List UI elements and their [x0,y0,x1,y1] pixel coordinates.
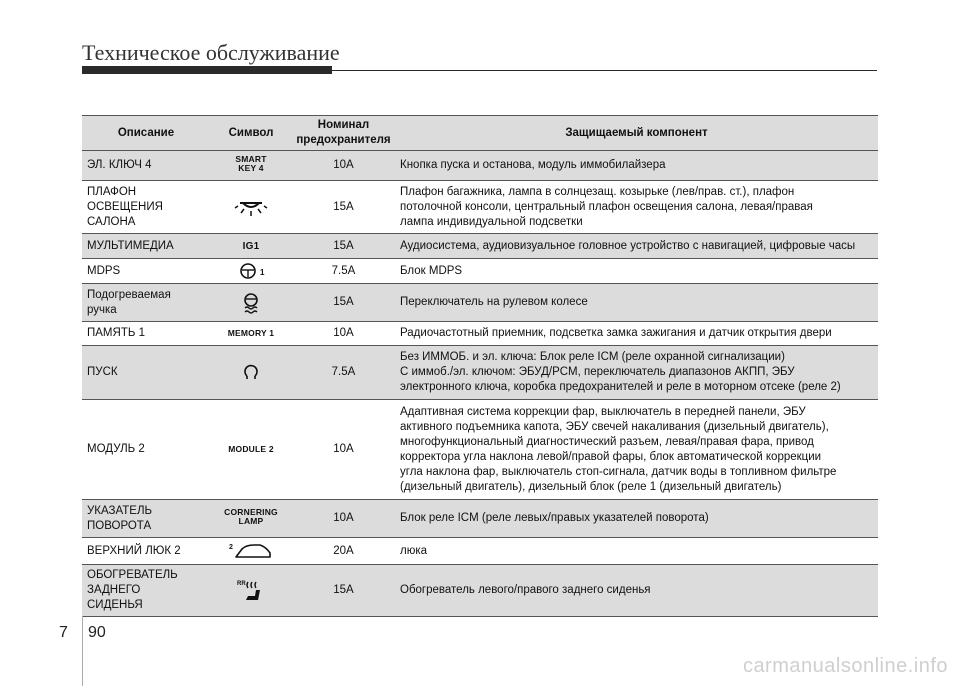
row-component: Блок MDPS [395,259,878,284]
dome-light-icon [234,197,268,217]
row-description: МУЛЬТИМЕДИА [82,234,210,259]
watermark: carmanualsonline.info [742,655,948,677]
heated-steering-icon [240,292,262,314]
table-row [82,322,878,346]
sunroof-index: 2 [229,544,233,551]
row-rating: 15A [292,181,395,234]
table-row [82,181,878,234]
row-component: Кнопка пуска и останова, модуль иммобилайзера [395,151,878,181]
fuse-symbol-label: MEMORY 1 [227,328,275,338]
fuse-symbol-label: CORNERING LAMP [224,507,278,526]
row-component: Радиочастотный приемник, подсветка замка зажигания и датчик открытия двери [395,322,878,346]
table-row [82,400,878,500]
steering-wheel-icon [236,262,266,280]
row-description: Подогреваемая ручка [82,284,210,322]
row-rating: 15A [292,565,395,617]
table-row [82,346,878,400]
row-component: Без ИММОБ. и эл. ключа: Блок реле ICM (реле охранной сигнализации) С иммоб./эл. ключом: ЭБУД/PCM, переключатель диапазонов АКПП, ЭБУ электронного ключа, коробка предохранителей и реле в моторном отсеке (реле 2) [395,346,878,400]
row-description: УКАЗАТЕЛЬ ПОВОРОТА [82,500,210,538]
sunroof-icon [228,541,274,561]
row-component: Аудиосистема, аудиовизуальное головное устройство с навигацией, цифровые часы [395,234,878,259]
rear-seat-heater-icon [236,578,266,604]
row-description: МОДУЛЬ 2 [82,400,210,500]
row-description: ПАМЯТЬ 1 [82,322,210,346]
row-rating: 10A [292,500,395,538]
row-description: ПУСК [82,346,210,400]
steering-wheel-index: 1 [260,268,265,277]
row-description: ЭЛ. КЛЮЧ 4 [82,151,210,181]
footer-rule [82,616,878,617]
col-header-component: Защищаемый компонент [395,116,878,151]
start-icon [242,364,260,380]
page-header-title: Техническое обслуживание [82,40,340,65]
col-header-rating: Номинал предохранителя [292,116,395,151]
table-row [82,234,878,259]
row-component: Переключатель на рулевом колесе [395,284,878,322]
chapter-number: 7 [59,624,68,641]
table-row [82,151,878,181]
row-rating: 15A [292,234,395,259]
row-rating: 7.5A [292,346,395,400]
fuse-symbol-label: SMART KEY 4 [235,154,267,173]
row-description: MDPS [82,259,210,284]
header-rule [332,70,877,71]
fuse-symbol-label: MODULE 2 [228,444,274,454]
header-bar [82,66,332,74]
fuse-table [82,115,878,617]
row-rating: 7.5A [292,259,395,284]
row-component: Адаптивная система коррекции фар, выключатель в передней панели, ЭБУ активного подъемника капота, ЭБУ свечей накаливания (дизельный двигатель), многофункциональный диагностический разъем, левая/правая фара, привод корректора угла наклона левой/правой фары, блок автоматической коррекции угла наклона фар, выключатель стоп-сигнала, датчик воды в топливном фильтре (дизельный двигатель), дизельный блок (реле 1 (дизельный двигатель) [395,400,878,500]
row-description: ПЛАФОН ОСВЕЩЕНИЯ САЛОНА [82,181,210,234]
table-row [82,538,878,565]
col-header-description: Описание [82,116,210,151]
row-rating: 15A [292,284,395,322]
row-description: ВЕРХНИЙ ЛЮК 2 [82,538,210,565]
table-row [82,565,878,617]
row-rating: 20A [292,538,395,565]
row-rating: 10A [292,400,395,500]
table-row [82,284,878,322]
row-component: Плафон багажника, лампа в солнцезащ. козырьке (лев/прав. ст.), плафон потолочной консоли, центральный плафон освещения салона, левая/правая лампа индивидуальной подсветки [395,181,878,234]
row-component: Блок реле ICM (реле левых/правых указателей поворота) [395,500,878,538]
col-header-symbol: Символ [210,116,292,151]
row-rating: 10A [292,322,395,346]
fuse-symbol-label: IG1 [242,240,260,252]
row-component: люка [395,538,878,565]
table-header-row [82,116,878,151]
rear-seat-label: RR [237,580,246,587]
table-row [82,259,878,284]
row-description: ОБОГРЕВАТЕЛЬ ЗАДНЕГО СИДЕНЬЯ [82,565,210,617]
page-number: 90 [88,624,106,641]
row-rating: 10A [292,151,395,181]
row-component: Обогреватель левого/правого заднего сиденья [395,565,878,617]
footer-divider [82,616,83,686]
table-row [82,500,878,538]
